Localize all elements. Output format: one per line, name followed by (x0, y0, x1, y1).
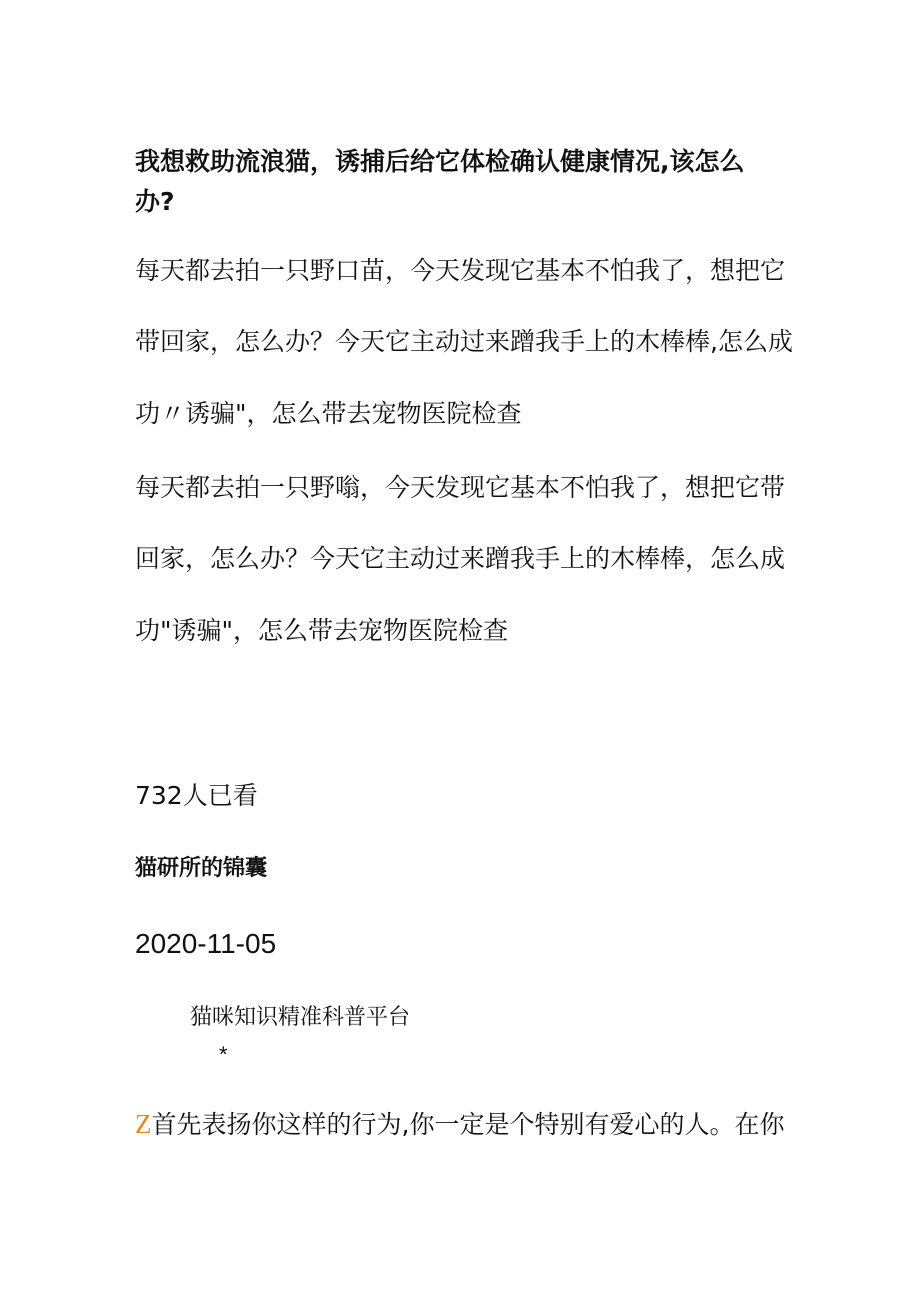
description-line: 功"诱骗"，怎么带去宠物医院检查 (135, 616, 508, 645)
description-line: 每天都去拍一只野嗡，今天发现它基本不怕我了，想把它带 (135, 473, 786, 502)
view-count: 732人已看 (135, 781, 258, 810)
answer-initial: Z (135, 1109, 152, 1139)
description-line: 带回家，怎么办？今天它主动过来蹭我手上的木棒棒,怎么成 (135, 327, 793, 356)
publish-date: 2020-11-05 (135, 928, 277, 959)
question-title: 我想救助流浪猫，诱捕后给它体检确认健康情况,该怎么办? (135, 147, 745, 216)
platform-tagline: 猫咪知识精准科普平台 (190, 1005, 411, 1030)
description-line: 功〃诱骗"，怎么带去宠物医院检查 (135, 399, 522, 428)
description-line: 回家，怎么办？今天它主动过来蹭我手上的木棒棒，怎么成 (135, 544, 786, 573)
answer-text: 首先表扬你这样的行为,你一定是个特别有爱心的人。在你 (151, 1110, 785, 1139)
star-marker: * (219, 1042, 228, 1067)
description-line: 每天都去拍一只野口苗，今天发现它基本不怕我了，想把它 (135, 256, 786, 285)
answer-paragraph (135, 1106, 784, 1143)
author-name[interactable]: 猫研所的锦囊 (135, 856, 268, 881)
